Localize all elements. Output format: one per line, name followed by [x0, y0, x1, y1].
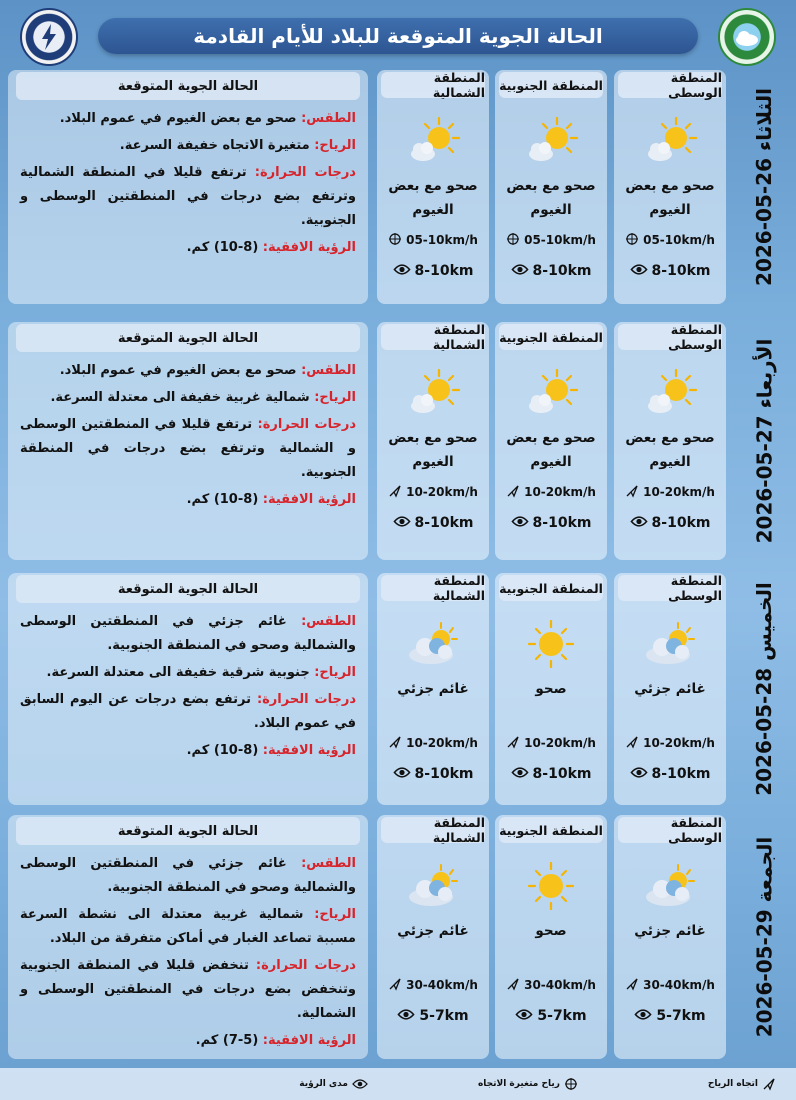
- visibility-value: 8-10km: [651, 766, 711, 782]
- visibility-line: [20, 236, 356, 260]
- wind-speed: [614, 971, 726, 999]
- region-card: [377, 815, 489, 1059]
- sun-cloud-icon: [401, 368, 465, 418]
- region-card: [495, 815, 607, 1059]
- wind-speed: [495, 729, 607, 757]
- weather-value: صحو مع بعض الغيوم في عموم البلاد.: [59, 111, 297, 126]
- eye-icon: [511, 263, 529, 280]
- region-name: المنطقة الوسطى: [618, 324, 722, 350]
- visibility: [495, 254, 607, 288]
- sun-cloud-icon: [519, 368, 583, 418]
- condition-text: صحو مع بعض الغيوم: [625, 178, 715, 218]
- wind-speed-value: 05-10km/h: [643, 233, 715, 247]
- wind-speed-value: 30-40km/h: [643, 978, 715, 992]
- eye-icon: [511, 515, 529, 532]
- condition-text: صحو مع بعض الغيوم: [388, 430, 478, 470]
- wind-speed: [614, 226, 726, 254]
- forecast-text: [16, 845, 360, 1053]
- wind-direction-icon: [388, 735, 402, 752]
- wind-speed-value: 10-20km/h: [524, 485, 596, 499]
- region-name: المنطقة الوسطى: [618, 817, 722, 843]
- weather-line: [20, 610, 356, 658]
- visibility: [614, 999, 726, 1033]
- wind-speed-value: 10-20km/h: [406, 485, 478, 499]
- wind-speed-value: 05-10km/h: [406, 233, 478, 247]
- wind-speed: [377, 729, 489, 757]
- legend-wind-direction-label: اتجاه الرياح: [707, 1079, 758, 1089]
- weather-value: غائم جزئي في المنطقتين الوسطى والشمالية وصحو في المنطقة الجنوبية.: [20, 614, 356, 653]
- region-card: [377, 70, 489, 304]
- day-row: [8, 70, 788, 304]
- eye-icon: [393, 766, 411, 783]
- sun-icon: [519, 861, 583, 911]
- temp-label: درجات الحرارة:: [254, 165, 356, 180]
- visibility: [495, 999, 607, 1033]
- condition-text: غائم جزئي: [397, 923, 469, 939]
- day-row: [8, 322, 788, 560]
- visibility: [377, 757, 489, 791]
- visibility-label: الرؤية الافقية:: [262, 240, 356, 255]
- region-card: [495, 573, 607, 805]
- day-date-text: الأربعاء 27-05-2026: [752, 338, 776, 544]
- day-row: [8, 815, 788, 1059]
- visibility: [614, 254, 726, 288]
- wind-speed: [495, 226, 607, 254]
- panel-title: الحالة الجوية المتوقعة: [16, 817, 360, 845]
- weather-value: غائم جزئي في المنطقتين الوسطى والشمالية وصحو في المنطقة الجنوبية.: [20, 856, 356, 895]
- wind-direction-icon: [506, 735, 520, 752]
- partly-cloudy-icon: [638, 619, 702, 669]
- weather-line: [20, 359, 356, 383]
- visibility-line: [20, 739, 356, 763]
- day-row: [8, 573, 788, 805]
- day-date: [740, 70, 788, 304]
- visibility-value: 5-7km: [419, 1008, 469, 1024]
- day-date: [740, 815, 788, 1059]
- wind-line: [20, 386, 356, 410]
- day-date: [740, 573, 788, 805]
- eye-icon: [630, 766, 648, 783]
- forecast-text: [16, 352, 360, 512]
- region-name: المنطقة الجنوبية: [499, 575, 603, 601]
- wind-speed-value: 05-10km/h: [524, 233, 596, 247]
- eye-icon: [634, 1008, 652, 1025]
- page-header: [0, 0, 796, 68]
- forecast-text: [16, 100, 360, 260]
- temp-value: ترتفع بضع درجات عن اليوم السابق في عموم البلاد.: [20, 692, 356, 731]
- wind-speed-value: 10-20km/h: [643, 485, 715, 499]
- wind-direction-icon: [388, 977, 402, 994]
- weather-label: الطقس:: [301, 856, 357, 871]
- meteorology-logo: [20, 8, 78, 66]
- temp-value: ترتفع قليلا في المنطقة الشمالية وترتفع بضع درجات في المنطقتين الوسطى و الجنوبية.: [20, 165, 356, 228]
- wind-direction-icon: [388, 484, 402, 501]
- day-date: [740, 322, 788, 560]
- wind-label: الرياح:: [314, 907, 356, 922]
- region-name: المنطقة الشمالية: [381, 817, 485, 843]
- legend-wind-direction: [708, 1077, 776, 1091]
- temp-line: [20, 413, 356, 485]
- eye-icon: [515, 1008, 533, 1025]
- visibility: [614, 757, 726, 791]
- eye-icon: [511, 766, 529, 783]
- wind-speed-value: 10-20km/h: [524, 736, 596, 750]
- wind-value: جنوبية شرقية خفيفة الى معتدلة السرعة.: [46, 665, 310, 680]
- visibility-value: 8-10km: [414, 263, 474, 279]
- partly-cloudy-icon: [401, 619, 465, 669]
- visibility-value: 8-10km: [532, 766, 592, 782]
- wind-speed: [377, 971, 489, 999]
- visibility-text-value: (8-10) كم.: [186, 492, 259, 507]
- wind-direction-icon: [506, 977, 520, 994]
- weather-label: الطقس:: [301, 111, 356, 126]
- wind-speed: [377, 478, 489, 506]
- variable-wind-icon: [564, 1077, 578, 1091]
- eye-icon: [393, 515, 411, 532]
- region-name: المنطقة الشمالية: [381, 324, 485, 350]
- day-date-text: الثلاثاء 26-05-2026: [752, 88, 776, 286]
- wind-label: الرياح:: [314, 138, 356, 153]
- visibility-value: 8-10km: [651, 263, 711, 279]
- wind-value: شمالية غربية معتدلة الى نشطة السرعة مسببة تصاعد الغبار في أماكن متفرقة من البلاد.: [20, 907, 356, 946]
- eye-icon: [352, 1078, 368, 1090]
- sun-cloud-icon: [401, 116, 465, 166]
- temp-line: [20, 954, 356, 1026]
- temp-line: [20, 161, 356, 233]
- wind-direction-icon: [762, 1077, 776, 1091]
- temp-line: [20, 688, 356, 736]
- visibility: [495, 757, 607, 791]
- region-name: المنطقة الجنوبية: [499, 72, 603, 98]
- wind-speed-value: 30-40km/h: [406, 978, 478, 992]
- legend-variable-wind-label: رياح متغيرة الاتجاه: [477, 1079, 560, 1089]
- temp-value: ترتفع قليلا في المنطقتين الوسطى و الشمالية وترتفع بضع درجات في المنطقة الجنوبية.: [20, 417, 356, 480]
- panel-title: الحالة الجوية المتوقعة: [16, 324, 360, 352]
- region-name: المنطقة الوسطى: [618, 575, 722, 601]
- weather-label: الطقس:: [301, 363, 356, 378]
- wind-label: الرياح:: [314, 390, 356, 405]
- region-card: [614, 322, 726, 560]
- visibility-value: 8-10km: [532, 263, 592, 279]
- temp-label: درجات الحرارة:: [257, 417, 356, 432]
- visibility-label: الرؤية الافقية:: [262, 1033, 356, 1048]
- forecast-panel: [8, 322, 368, 560]
- variable-wind-icon: [388, 232, 402, 249]
- wind-value: متغيرة الاتجاه خفيفة السرعة.: [119, 138, 310, 153]
- weather-line: [20, 107, 356, 131]
- visibility-label: الرؤية الافقية:: [262, 492, 356, 507]
- partly-cloudy-icon: [401, 861, 465, 911]
- condition-text: صحو: [535, 681, 567, 697]
- visibility-value: 8-10km: [532, 515, 592, 531]
- wind-speed: [614, 478, 726, 506]
- visibility: [614, 506, 726, 540]
- sun-icon: [519, 619, 583, 669]
- region-name: المنطقة الجنوبية: [499, 817, 603, 843]
- region-name: المنطقة الشمالية: [381, 72, 485, 98]
- forecast-panel: [8, 815, 368, 1059]
- page-title: الحالة الجوية المتوقعة للبلاد للأيام القادمة: [98, 18, 698, 54]
- visibility: [377, 999, 489, 1033]
- visibility-value: 5-7km: [656, 1008, 706, 1024]
- region-name: المنطقة الشمالية: [381, 575, 485, 601]
- wind-line: [20, 661, 356, 685]
- wind-speed: [495, 971, 607, 999]
- wind-line: [20, 903, 356, 951]
- region-card: [614, 70, 726, 304]
- wind-label: الرياح:: [314, 665, 356, 680]
- ministry-logo: [718, 8, 776, 66]
- region-card: [495, 322, 607, 560]
- region-card: [377, 322, 489, 560]
- region-name: المنطقة الوسطى: [618, 72, 722, 98]
- visibility-value: 8-10km: [414, 515, 474, 531]
- region-card: [377, 573, 489, 805]
- wind-direction-icon: [625, 977, 639, 994]
- visibility-text-value: (5-7) كم.: [195, 1033, 259, 1048]
- partly-cloudy-icon: [638, 861, 702, 911]
- sun-cloud-icon: [638, 368, 702, 418]
- legend-visibility: [299, 1078, 368, 1090]
- panel-title: الحالة الجوية المتوقعة: [16, 72, 360, 100]
- wind-direction-icon: [625, 484, 639, 501]
- wind-speed: [495, 478, 607, 506]
- visibility-text-value: (8-10) كم.: [186, 743, 259, 758]
- wind-line: [20, 134, 356, 158]
- condition-text: صحو مع بعض الغيوم: [388, 178, 478, 218]
- temp-label: درجات الحرارة:: [255, 958, 356, 973]
- region-card: [614, 815, 726, 1059]
- visibility-value: 5-7km: [537, 1008, 587, 1024]
- sun-cloud-icon: [519, 116, 583, 166]
- condition-text: صحو مع بعض الغيوم: [625, 430, 715, 470]
- wind-value: شمالية غربية خفيفة الى معتدلة السرعة.: [50, 390, 310, 405]
- forecast-text: [16, 603, 360, 763]
- legend-visibility-label: مدى الرؤية: [299, 1079, 348, 1089]
- visibility: [495, 506, 607, 540]
- condition-text: غائم جزئي: [634, 923, 706, 939]
- weather-label: الطقس:: [301, 614, 357, 629]
- region-card: [614, 573, 726, 805]
- wind-speed: [614, 729, 726, 757]
- condition-text: غائم جزئي: [634, 681, 706, 697]
- weather-value: صحو مع بعض الغيوم في عموم البلاد.: [59, 363, 297, 378]
- region-card: [495, 70, 607, 304]
- region-name: المنطقة الجنوبية: [499, 324, 603, 350]
- visibility-line: [20, 488, 356, 512]
- day-date-text: الخميس 28-05-2026: [752, 582, 777, 796]
- eye-icon: [393, 263, 411, 280]
- condition-text: غائم جزئي: [397, 681, 469, 697]
- variable-wind-icon: [625, 232, 639, 249]
- condition-text: صحو مع بعض الغيوم: [506, 430, 596, 470]
- wind-direction-icon: [625, 735, 639, 752]
- sun-cloud-icon: [638, 116, 702, 166]
- temp-value: تنخفض قليلا في المنطقة الجنوبية وتنخفض بضع درجات في المنطقتين الوسطى و الشمالية.: [20, 958, 356, 1021]
- visibility-text-value: (8-10) كم.: [186, 240, 259, 255]
- visibility: [377, 506, 489, 540]
- forecast-panel: [8, 573, 368, 805]
- legend-variable-wind: [478, 1077, 578, 1091]
- condition-text: صحو: [535, 923, 567, 939]
- visibility-line: [20, 1029, 356, 1053]
- variable-wind-icon: [506, 232, 520, 249]
- wind-speed-value: 30-40km/h: [524, 978, 596, 992]
- forecast-panel: [8, 70, 368, 304]
- eye-icon: [397, 1008, 415, 1025]
- wind-direction-icon: [506, 484, 520, 501]
- wind-speed-value: 10-20km/h: [406, 736, 478, 750]
- wind-speed: [377, 226, 489, 254]
- weather-line: [20, 852, 356, 900]
- visibility-value: 8-10km: [414, 766, 474, 782]
- eye-icon: [630, 515, 648, 532]
- condition-text: صحو مع بعض الغيوم: [506, 178, 596, 218]
- temp-label: درجات الحرارة:: [256, 692, 356, 707]
- wind-speed-value: 10-20km/h: [643, 736, 715, 750]
- visibility-label: الرؤية الافقية:: [262, 743, 356, 758]
- day-date-text: الجمعة 29-05-2026: [752, 836, 776, 1038]
- panel-title: الحالة الجوية المتوقعة: [16, 575, 360, 603]
- eye-icon: [630, 263, 648, 280]
- visibility-value: 8-10km: [651, 515, 711, 531]
- visibility: [377, 254, 489, 288]
- legend-bar: [0, 1068, 796, 1100]
